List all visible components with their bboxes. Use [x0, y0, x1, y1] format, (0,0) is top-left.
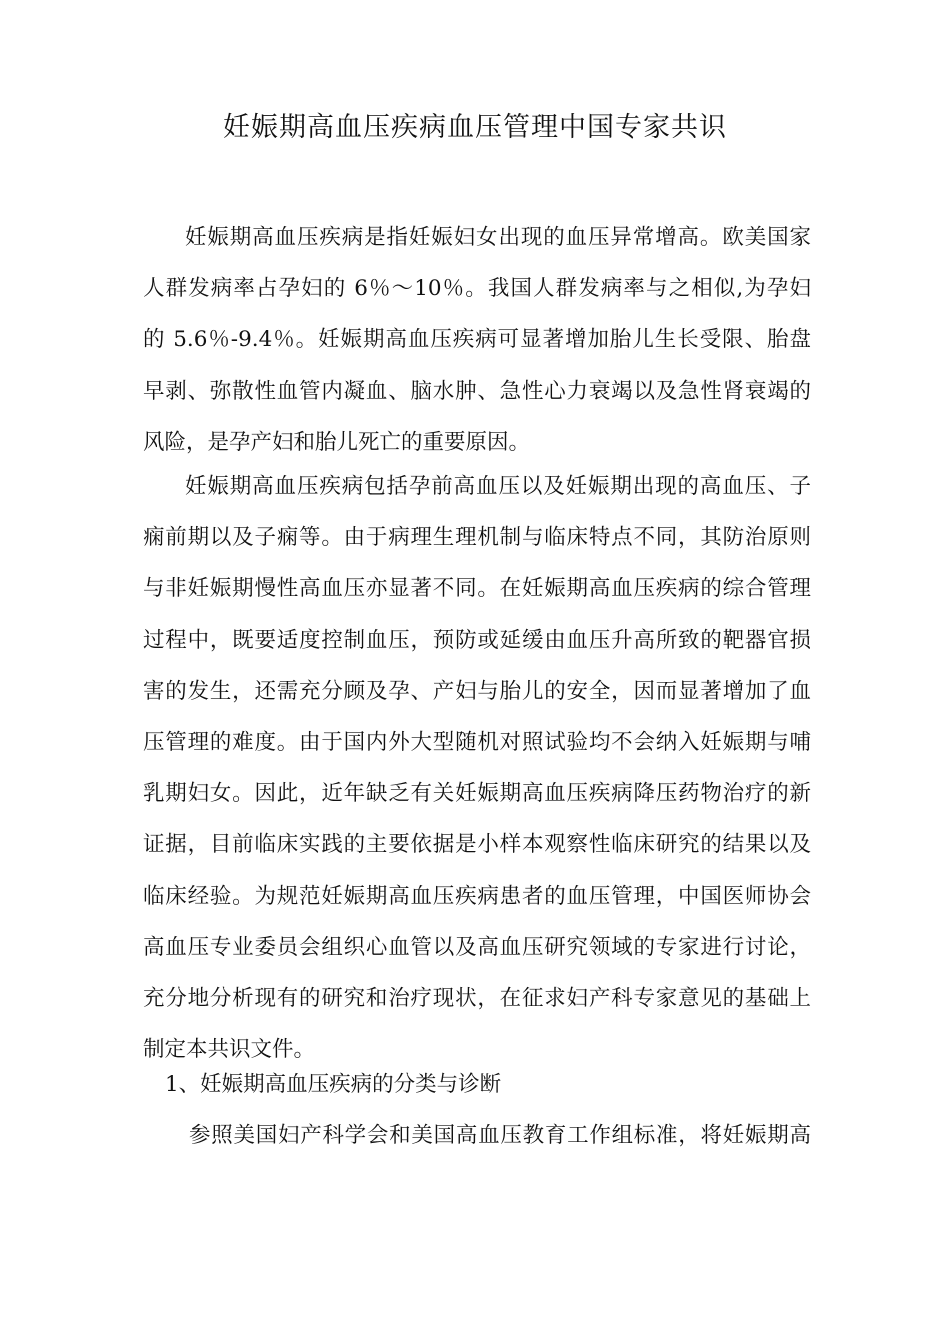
text-line: 过程中，既要适度控制血压，预防或延缓由血压升高所致的靶器官损 — [143, 627, 811, 653]
text-line: 妊娠期高血压疾病是指妊娠妇女出现的血压异常增高。欧美国家 — [185, 225, 811, 250]
paragraph-1 — [143, 212, 811, 468]
text-line: 乳期妇女。因此，近年缺乏有关妊娠期高血压疾病降压药物治疗的新 — [143, 781, 811, 807]
section-heading-text: 1、妊娠期高血压疾病的分类与诊断 — [165, 1072, 502, 1097]
text-line: 人群发病率占孕妇的 6％～10％。我国人群发病率与之相似,为孕妇 — [143, 276, 811, 302]
text-line: 风险，是孕产妇和胎儿死亡的重要原因。 — [143, 429, 531, 455]
text-line: 妊娠期高血压疾病包括孕前高血压以及妊娠期出现的高血压、子 — [185, 474, 811, 499]
paragraph-3 — [143, 1110, 811, 1161]
text-line: 早剥、弥散性血管内凝血、脑水肿、急性心力衰竭以及急性肾衰竭的 — [143, 378, 811, 404]
document-title: 妊娠期高血压疾病血压管理中国专家共识 — [223, 112, 727, 143]
text-line: 制定本共识文件。 — [143, 1037, 316, 1063]
section-heading — [143, 1059, 811, 1110]
text-line: 的 5.6％-9.4％。妊娠期高血压疾病可显著增加胎儿生长受限、胎盘 — [143, 327, 811, 353]
text-line: 参照美国妇产科学会和美国高血压教育工作组标准，将妊娠期高 — [189, 1123, 811, 1148]
paragraph-2 — [143, 461, 811, 1075]
text-line: 临床经验。为规范妊娠期高血压疾病患者的血压管理，中国医师协会 — [143, 883, 811, 909]
text-line: 痫前期以及子痫等。由于病理生理机制与临床特点不同，其防治原则 — [143, 525, 811, 551]
text-line: 害的发生，还需充分顾及孕、产妇与胎儿的安全，因而显著增加了血 — [143, 678, 811, 704]
text-line: 压管理的难度。由于国内外大型随机对照试验均不会纳入妊娠期与哺 — [143, 729, 811, 755]
text-line: 证据，目前临床实践的主要依据是小样本观察性临床研究的结果以及 — [143, 832, 811, 858]
text-line: 与非妊娠期慢性高血压亦显著不同。在妊娠期高血压疾病的综合管理 — [143, 576, 811, 602]
text-line: 充分地分析现有的研究和治疗现状，在征求妇产科专家意见的基础上 — [143, 985, 811, 1011]
text-line: 高血压专业委员会组织心血管以及高血压研究领域的专家进行讨论， — [143, 934, 811, 960]
